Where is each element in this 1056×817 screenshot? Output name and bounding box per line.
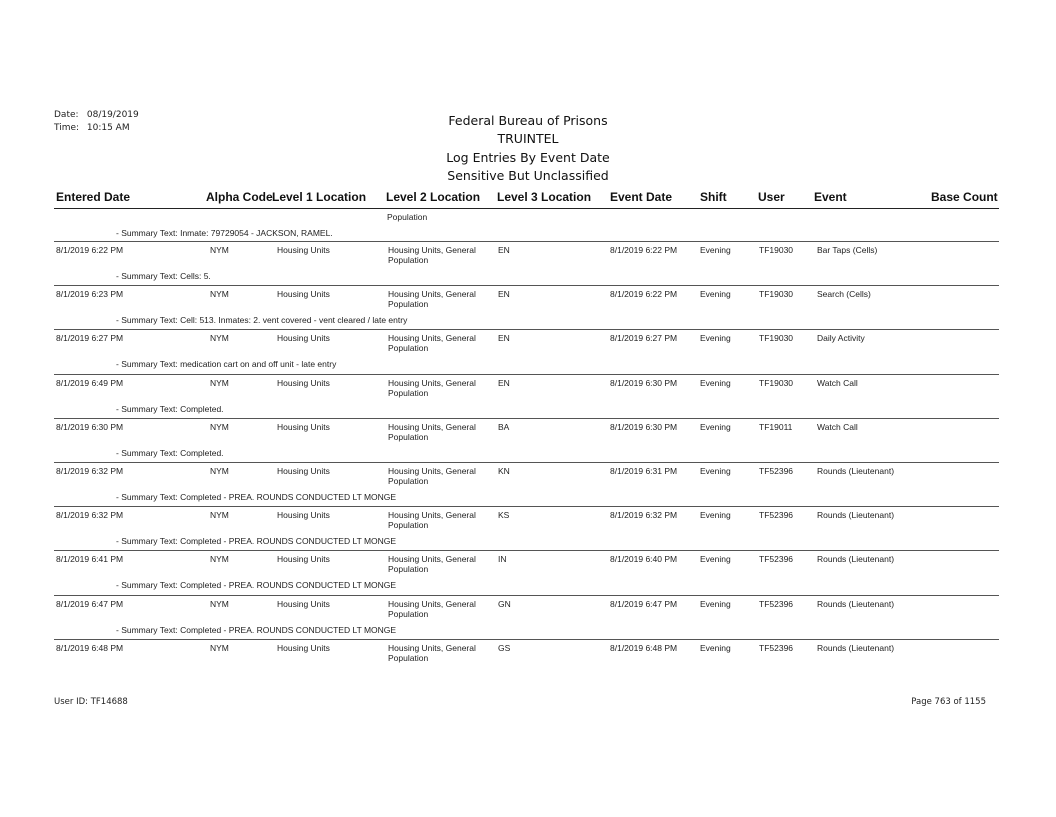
entered-date-cell: 8/1/2019 6:22 PM	[56, 245, 124, 255]
summary-text: - Summary Text: Completed - PREA. ROUNDS CONDUCTED LT MONGE	[116, 625, 397, 635]
col-event: Event	[814, 190, 847, 204]
carryover-summary: - Summary Text: Inmate: 79729054 - JACKSON, RAMEL.	[116, 228, 333, 238]
level3-cell: BA	[498, 422, 510, 432]
level2-cell	[388, 333, 476, 353]
entered-date-cell: 8/1/2019 6:27 PM	[56, 333, 124, 343]
shift-cell: Evening	[700, 245, 731, 255]
row-rule	[54, 639, 999, 640]
time-value: 10:15 AM	[86, 123, 130, 133]
title-report: Log Entries By Event Date	[446, 150, 610, 165]
event-cell: Watch Call	[817, 378, 858, 388]
event-date-cell: 8/1/2019 6:30 PM	[610, 422, 678, 432]
event-cell: Search (Cells)	[817, 289, 871, 299]
level2-line1: Housing Units, General	[388, 333, 476, 343]
title-classification: Sensitive But Unclassified	[447, 168, 609, 183]
summary-text: - Summary Text: Completed - PREA. ROUNDS CONDUCTED LT MONGE	[116, 536, 397, 546]
alpha-code-cell: NYM	[210, 245, 229, 255]
level2-line1: Housing Units, General	[388, 378, 476, 388]
level1-cell: Housing Units	[277, 599, 330, 609]
alpha-code-cell: NYM	[210, 599, 229, 609]
entered-date-cell: 8/1/2019 6:23 PM	[56, 289, 124, 299]
row-rule	[54, 329, 999, 330]
event-date-cell: 8/1/2019 6:30 PM	[610, 378, 678, 388]
event-date-cell: 8/1/2019 6:40 PM	[610, 554, 678, 564]
row-rule	[54, 285, 999, 286]
user-cell: TF19030	[759, 378, 794, 388]
user-cell: TF52396	[759, 643, 794, 653]
entered-date-cell: 8/1/2019 6:41 PM	[56, 554, 124, 564]
level2-line2: Population	[388, 476, 429, 486]
event-cell: Rounds (Lieutenant)	[817, 599, 895, 609]
col-user: User	[758, 190, 785, 204]
event-cell: Rounds (Lieutenant)	[817, 643, 895, 653]
entered-date-cell: 8/1/2019 6:32 PM	[56, 510, 124, 520]
level1-cell: Housing Units	[277, 643, 330, 653]
level2-line1: Housing Units, General	[388, 510, 476, 520]
user-cell: TF52396	[759, 599, 794, 609]
level1-cell: Housing Units	[277, 510, 330, 520]
summary-text: - Summary Text: Cells: 5.	[116, 271, 211, 281]
alpha-code-cell: NYM	[210, 466, 229, 476]
level2-line2: Population	[388, 609, 429, 619]
shift-cell: Evening	[700, 510, 731, 520]
entered-date-cell: 8/1/2019 6:30 PM	[56, 422, 124, 432]
level1-cell: Housing Units	[277, 333, 330, 343]
event-date-cell: 8/1/2019 6:47 PM	[610, 599, 678, 609]
col-shift: Shift	[700, 190, 727, 204]
time-label: Time:	[54, 123, 80, 133]
event-cell: Daily Activity	[817, 333, 865, 343]
user-id-value: TF14688	[90, 697, 128, 707]
level2-cell	[388, 466, 476, 486]
level2-line1: Housing Units, General	[388, 422, 476, 432]
event-cell: Watch Call	[817, 422, 858, 432]
level3-cell: EN	[498, 378, 510, 388]
user-cell: TF52396	[759, 554, 794, 564]
entered-date-cell: 8/1/2019 6:49 PM	[56, 378, 124, 388]
user-id-label: User ID:	[54, 697, 88, 707]
carryover-level2: Population	[387, 212, 428, 222]
level2-line2: Population	[388, 520, 429, 530]
event-date-cell: 8/1/2019 6:27 PM	[610, 333, 678, 343]
alpha-code-cell: NYM	[210, 422, 229, 432]
col-level3: Level 3 Location	[497, 190, 592, 204]
shift-cell: Evening	[700, 599, 731, 609]
level3-cell: IN	[498, 554, 507, 564]
title-system: TRUINTEL	[497, 131, 559, 146]
col-alpha-code: Alpha Code	[206, 190, 273, 204]
shift-cell: Evening	[700, 422, 731, 432]
event-date-cell: 8/1/2019 6:22 PM	[610, 245, 678, 255]
shift-cell: Evening	[700, 643, 731, 653]
level1-cell: Housing Units	[277, 554, 330, 564]
level2-line2: Population	[388, 255, 429, 265]
level2-cell	[388, 510, 476, 530]
date-value: 08/19/2019	[86, 110, 139, 120]
date-label: Date:	[54, 110, 79, 120]
level2-line1: Housing Units, General	[388, 643, 476, 653]
shift-cell: Evening	[700, 289, 731, 299]
summary-text: - Summary Text: Completed.	[116, 404, 224, 414]
level3-cell: EN	[498, 333, 510, 343]
event-cell: Rounds (Lieutenant)	[817, 510, 895, 520]
entered-date-cell: 8/1/2019 6:32 PM	[56, 466, 124, 476]
row-rule	[54, 374, 999, 375]
shift-cell: Evening	[700, 554, 731, 564]
level3-cell: EN	[498, 245, 510, 255]
level2-cell	[388, 422, 476, 442]
level2-line2: Population	[388, 432, 429, 442]
user-cell: TF52396	[759, 510, 794, 520]
footer-user-id	[54, 697, 128, 707]
level1-cell: Housing Units	[277, 289, 330, 299]
summary-text: - Summary Text: Completed.	[116, 448, 224, 458]
alpha-code-cell: NYM	[210, 289, 229, 299]
title-agency: Federal Bureau of Prisons	[448, 113, 608, 128]
level2-line1: Housing Units, General	[388, 599, 476, 609]
user-cell: TF19030	[759, 289, 794, 299]
row-rule	[54, 418, 999, 419]
level2-line1: Housing Units, General	[388, 289, 476, 299]
level1-cell: Housing Units	[277, 466, 330, 476]
shift-cell: Evening	[700, 333, 731, 343]
user-cell: TF52396	[759, 466, 794, 476]
user-cell: TF19030	[759, 245, 794, 255]
level3-cell: KN	[498, 466, 510, 476]
level2-line2: Population	[388, 299, 429, 309]
row-rule	[54, 462, 999, 463]
level2-cell	[388, 554, 476, 574]
shift-cell: Evening	[700, 378, 731, 388]
event-date-cell: 8/1/2019 6:32 PM	[610, 510, 678, 520]
user-cell: TF19011	[759, 422, 793, 432]
entered-date-cell: 8/1/2019 6:47 PM	[56, 599, 124, 609]
summary-text: - Summary Text: Completed - PREA. ROUNDS CONDUCTED LT MONGE	[116, 492, 397, 502]
level3-cell: GN	[498, 599, 511, 609]
level2-line1: Housing Units, General	[388, 245, 476, 255]
alpha-code-cell: NYM	[210, 378, 229, 388]
level3-cell: GS	[498, 643, 511, 653]
level2-cell	[388, 643, 476, 663]
row-rule	[54, 550, 999, 551]
summary-text: - Summary Text: Cell: 513. Inmates: 2. vent covered - vent cleared / late entry	[116, 315, 408, 325]
col-event-date: Event Date	[610, 190, 673, 204]
user-cell: TF19030	[759, 333, 794, 343]
level2-line1: Housing Units, General	[388, 466, 476, 476]
level2-line2: Population	[388, 564, 429, 574]
summary-text: - Summary Text: Completed - PREA. ROUNDS CONDUCTED LT MONGE	[116, 580, 397, 590]
level2-cell	[388, 599, 476, 619]
entered-date-cell: 8/1/2019 6:48 PM	[56, 643, 124, 653]
event-cell: Bar Taps (Cells)	[817, 245, 878, 255]
level3-cell: EN	[498, 289, 510, 299]
page-number: Page 763 of 1155	[911, 697, 986, 707]
alpha-code-cell: NYM	[210, 554, 229, 564]
row-rule	[54, 506, 999, 507]
level2-cell	[388, 245, 476, 265]
level1-cell: Housing Units	[277, 422, 330, 432]
level2-line1: Housing Units, General	[388, 554, 476, 564]
event-date-cell: 8/1/2019 6:22 PM	[610, 289, 678, 299]
level1-cell: Housing Units	[277, 378, 330, 388]
event-date-cell: 8/1/2019 6:31 PM	[610, 466, 678, 476]
level2-line2: Population	[388, 343, 429, 353]
summary-text: - Summary Text: medication cart on and off unit - late entry	[116, 359, 337, 369]
level1-cell: Housing Units	[277, 245, 330, 255]
col-level1: Level 1 Location	[272, 190, 367, 204]
alpha-code-cell: NYM	[210, 643, 229, 653]
shift-cell: Evening	[700, 466, 731, 476]
level2-line2: Population	[388, 653, 429, 663]
level3-cell: KS	[498, 510, 510, 520]
event-date-cell: 8/1/2019 6:48 PM	[610, 643, 678, 653]
col-entered-date: Entered Date	[56, 190, 131, 204]
event-cell: Rounds (Lieutenant)	[817, 554, 895, 564]
level2-cell	[388, 378, 476, 398]
level2-cell	[388, 289, 476, 309]
alpha-code-cell: NYM	[210, 510, 229, 520]
header-rule	[54, 208, 999, 209]
row-rule	[54, 241, 999, 242]
level2-line2: Population	[388, 388, 429, 398]
col-level2: Level 2 Location	[386, 190, 481, 204]
row-rule	[54, 595, 999, 596]
col-base-count: Base Count	[931, 190, 998, 204]
alpha-code-cell: NYM	[210, 333, 229, 343]
event-cell: Rounds (Lieutenant)	[817, 466, 895, 476]
